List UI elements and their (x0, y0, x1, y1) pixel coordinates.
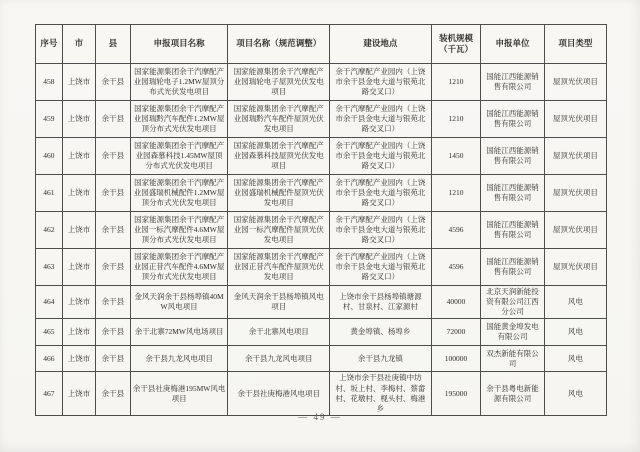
cell-city: 上饶市 (62, 346, 95, 372)
cell-county: 余干县 (95, 101, 130, 138)
cell-type: 风电 (544, 346, 606, 372)
cell-capacity: 1210 (431, 64, 481, 101)
cell-city: 上饶市 (62, 175, 95, 212)
cell-location: 余干汽摩配产业园内（上饶市余干县金电大道与银苑北路交叉口） (330, 101, 432, 138)
cell-county: 余干县 (95, 138, 130, 175)
table-row (36, 138, 607, 175)
cell-capacity: 1450 (431, 138, 481, 175)
header-county: 县 (95, 25, 130, 64)
cell-applicant: 国能江西能源销售有限公司 (481, 175, 544, 212)
cell-county: 余干县 (95, 249, 130, 286)
header-index: 序号 (36, 25, 63, 64)
table-row (36, 372, 607, 416)
cell-type: 屋顶光伏项目 (544, 212, 606, 249)
header-capacity: 装机规模（千瓦） (431, 25, 481, 64)
cell-city: 上饶市 (62, 64, 95, 101)
cell-type: 风电 (544, 372, 606, 416)
cell-adjusted-name: 国家能源集团余干汽摩配产业园瑞黔汽车配件屋顶光伏发电项目 (228, 101, 330, 138)
cell-capacity: 100000 (431, 346, 481, 372)
cell-index: 462 (36, 212, 63, 249)
cell-city: 上饶市 (62, 249, 95, 286)
cell-type: 屋顶光伏项目 (544, 249, 606, 286)
cell-location: 余干汽摩配产业园内（上饶市余干县金电大道与银苑北路交叉口） (330, 64, 432, 101)
cell-city: 上饶市 (62, 319, 95, 346)
cell-capacity: 4596 (431, 249, 481, 286)
cell-adjusted-name: 余干北寨风电项目 (228, 319, 330, 346)
cell-county: 余干县 (95, 319, 130, 346)
cell-index: 463 (36, 249, 63, 286)
cell-city: 上饶市 (62, 101, 95, 138)
table-row (36, 319, 607, 346)
header-location: 建设地点 (330, 25, 432, 64)
header-applicant: 申报单位 (481, 25, 544, 64)
cell-applicant: 双杰新能有限公司 (481, 346, 544, 372)
cell-type: 屋顶光伏项目 (544, 138, 606, 175)
cell-capacity: 40000 (431, 286, 481, 319)
cell-applicant: 国能江西能源销售有限公司 (481, 138, 544, 175)
cell-declared-name: 国家能源集团余干汽摩配产业园一标汽摩配件4.6MW屋顶分布式光伏发电项目 (130, 212, 228, 249)
table-row (36, 286, 607, 319)
project-table (35, 24, 607, 416)
cell-index: 458 (36, 64, 63, 101)
cell-location: 余干汽摩配产业园内（上饶市余干县金电大道与银苑北路交叉口） (330, 138, 432, 175)
cell-index: 467 (36, 372, 63, 416)
cell-adjusted-name: 国家能源集团余干汽摩配产业园森慕科技屋顶光伏发电项目 (228, 138, 330, 175)
cell-applicant: 国能江西能源销售有限公司 (481, 64, 544, 101)
cell-declared-name: 国家能源集团余干汽摩配产业园正昔汽车配件4.6MW屋顶分布式光伏发电项目 (130, 249, 228, 286)
table-row (36, 64, 607, 101)
cell-declared-name: 余干县九龙风电项目 (130, 346, 228, 372)
cell-location: 余干汽摩配产业园内（上饶市余干县金电大道与银苑北路交叉口） (330, 249, 432, 286)
cell-type: 风电 (544, 286, 606, 319)
header-type: 项目类型 (544, 25, 606, 64)
cell-county: 余干县 (95, 346, 130, 372)
cell-location: 上饶市余干县杨埠镇塘源村、甘泉村、江家源村 (330, 286, 432, 319)
table-row (36, 346, 607, 372)
cell-location: 黄金埠镇、杨埠乡 (330, 319, 432, 346)
cell-declared-name: 国家能源集团余干汽摩配产业园瑞黔汽车配件1.2MW屋顶分布式光伏发电项目 (130, 101, 228, 138)
table-row (36, 249, 607, 286)
cell-adjusted-name: 国家能源集团余干汽摩配产业园正昔汽车配件屋顶光伏发电项目 (228, 249, 330, 286)
cell-city: 上饶市 (62, 138, 95, 175)
cell-declared-name: 国家能源集团余干汽摩配产业园瑞轮电子1.2MW屋顶分布式光伏发电项目 (130, 64, 228, 101)
cell-type: 风电 (544, 319, 606, 346)
header-city: 市 (62, 25, 95, 64)
cell-adjusted-name: 余干县九龙风电项目 (228, 346, 330, 372)
cell-capacity: 195000 (431, 372, 481, 416)
cell-index: 466 (36, 346, 63, 372)
cell-type: 屋顶光伏项目 (544, 64, 606, 101)
cell-capacity: 4596 (431, 212, 481, 249)
cell-location: 余干汽摩配产业园内（上饶市余干县金电大道与银苑北路交叉口） (330, 212, 432, 249)
cell-index: 459 (36, 101, 63, 138)
cell-index: 464 (36, 286, 63, 319)
cell-county: 余干县 (95, 372, 130, 416)
table-header-row (36, 25, 607, 64)
header-adjusted-name: 项目名称（规范调整） (228, 25, 330, 64)
cell-type: 屋顶光伏项目 (544, 175, 606, 212)
cell-city: 上饶市 (62, 372, 95, 416)
cell-declared-name: 国家能源集团余干汽摩配产业园盛瑞机械配件1.2MW屋顶分布式光伏发电项目 (130, 175, 228, 212)
table-row (36, 101, 607, 138)
cell-applicant: 国能江西能源销售有限公司 (481, 212, 544, 249)
header-declared-name: 申报项目名称 (130, 25, 228, 64)
cell-county: 余干县 (95, 212, 130, 249)
cell-applicant: 国能江西能源销售有限公司 (481, 101, 544, 138)
cell-city: 上饶市 (62, 212, 95, 249)
cell-county: 余干县 (95, 175, 130, 212)
cell-applicant: 国能黄金埠发电有限公司 (481, 319, 544, 346)
cell-city: 上饶市 (62, 286, 95, 319)
cell-applicant: 北京天润新能投资有限公司江西分公司 (481, 286, 544, 319)
cell-capacity: 1210 (431, 175, 481, 212)
cell-applicant: 余干县粤电新能源有限公司 (481, 372, 544, 416)
table-row (36, 212, 607, 249)
cell-capacity: 72000 (431, 319, 481, 346)
cell-county: 余干县 (95, 286, 130, 319)
cell-applicant: 国能江西能源销售有限公司 (481, 249, 544, 286)
cell-county: 余干县 (95, 64, 130, 101)
cell-adjusted-name: 国家能源集团余干汽摩配产业园一标汽摩配件屋顶光伏发电项目 (228, 212, 330, 249)
cell-index: 465 (36, 319, 63, 346)
table-body (36, 64, 607, 416)
cell-location: 上饶市余干县社庚镇中坊村、坂上村、李梅村、蔡畲村、花墩村、枧头村、梅港乡 (330, 372, 432, 416)
cell-adjusted-name: 余干县社庚梅港风电项目 (228, 372, 330, 416)
cell-declared-name: 余干北寨72MW风电场项目 (130, 319, 228, 346)
cell-declared-name: 国家能源集团余干汽摩配产业园森慕科技1.45MW屋顶分布式光伏发电项目 (130, 138, 228, 175)
cell-index: 460 (36, 138, 63, 175)
cell-index: 461 (36, 175, 63, 212)
cell-location: 余干汽摩配产业园内（上饶市余干县金电大道与银苑北路交叉口） (330, 175, 432, 212)
cell-declared-name: 金风天润余干县杨埠镇40MW风电项目 (130, 286, 228, 319)
cell-adjusted-name: 金风天润余干县杨埠镇风电项目 (228, 286, 330, 319)
cell-type: 屋顶光伏项目 (544, 101, 606, 138)
cell-capacity: 1210 (431, 101, 481, 138)
table-row (36, 175, 607, 212)
cell-adjusted-name: 国家能源集团余干汽摩配产业园瑞轮电子屋顶光伏发电项目 (228, 64, 330, 101)
cell-declared-name: 余干县社庚梅港195MW风电项目 (130, 372, 228, 416)
cell-location: 余干县九龙镇 (330, 346, 432, 372)
page-number: — 49 — (298, 412, 342, 422)
cell-adjusted-name: 国家能源集团余干汽摩配产业园盛瑞机械配件屋顶光伏发电项目 (228, 175, 330, 212)
